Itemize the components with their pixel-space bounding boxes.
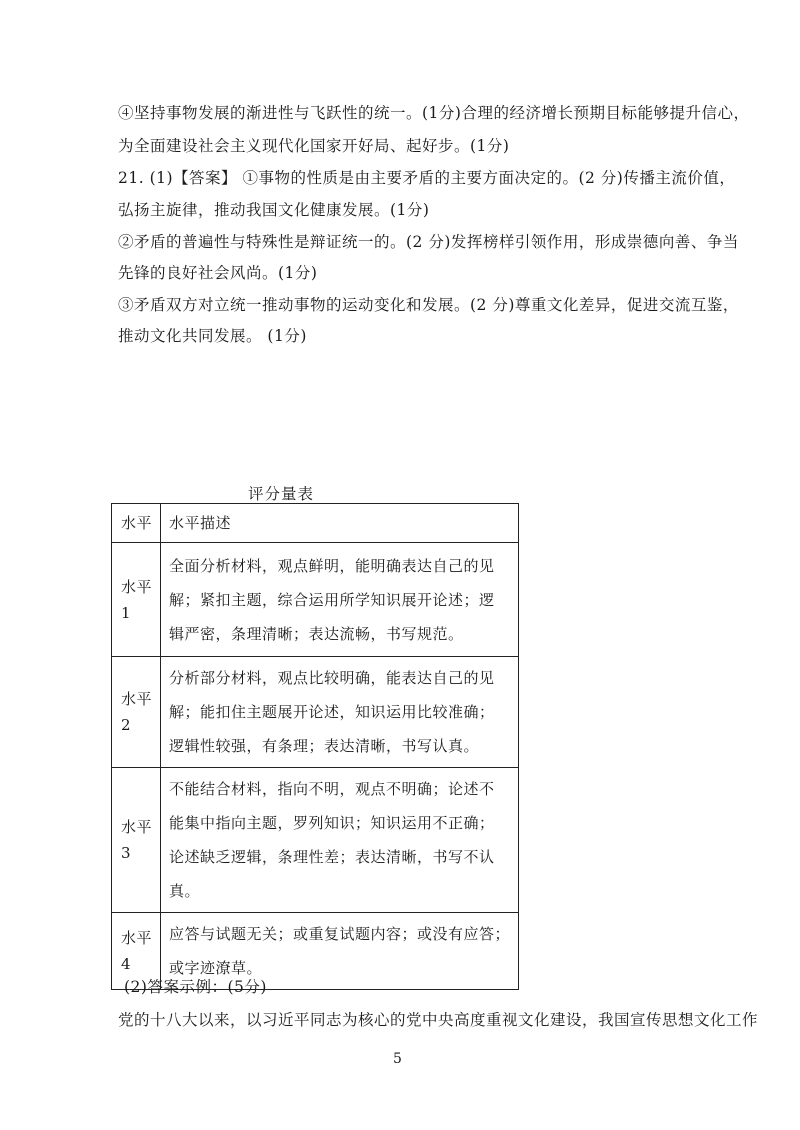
rubric-level-cell: [112, 543, 161, 657]
rubric-header-row: [112, 504, 519, 543]
rubric-desc-line: 不能结合材料，指向不明，观点不明确；论述不: [169, 780, 495, 798]
rubric-level-number: 2: [121, 716, 132, 734]
rubric-row: [112, 543, 519, 657]
rubric-level-number: 4: [121, 955, 132, 973]
rubric-level-number: 1: [121, 603, 132, 622]
rubric-description-cell: [161, 543, 519, 657]
rubric-header-description: 水平描述: [161, 504, 519, 543]
rubric-desc-line: 应答与试题无关；或重复试题内容；或没有应答；: [169, 925, 511, 943]
rubric-desc-line: 辑严密，条理清晰；表达流畅，书写规范。: [169, 624, 464, 643]
answer-line-3: 21. (1)【答案】 ①事物的性质是由主要矛盾的主要方面决定的。(2 分)传播主流价值，: [118, 169, 736, 187]
rubric-desc-line: 全面分析材料，观点鲜明，能明确表达自己的见: [169, 556, 495, 575]
rubric-row: [112, 657, 519, 768]
page-number: 5: [393, 1051, 402, 1067]
rubric-level-label: 水平: [121, 818, 153, 836]
rubric-row: [112, 768, 519, 913]
rubric-desc-line: 分析部分材料，观点比较明确，能表达自己的见: [169, 669, 495, 687]
rubric-desc-line: 解；紧扣主题，综合运用所学知识展开论述；逻: [169, 590, 495, 609]
answer-line-2: 为全面建设社会主义现代化国家开好局、起好步。(1分): [118, 137, 510, 155]
answer-line-5: ②矛盾的普遍性与特殊性是辩证统一的。(2 分)发挥榜样引领作用，形成崇德向善、争当: [118, 233, 739, 251]
rubric-description-cell: [161, 768, 519, 913]
rubric-level-cell: [112, 657, 161, 768]
answer-line-6: 先锋的良好社会风尚。(1分): [118, 264, 318, 282]
rubric-caption: 评分量表: [248, 485, 315, 503]
rubric-table: [111, 503, 519, 990]
rubric-desc-line: 能集中指向主题，罗列知识；知识运用不正确；: [169, 814, 495, 832]
answer-line-8: 推动文化共同发展。 (1分): [118, 327, 307, 345]
rubric-desc-line: 解；能扣住主题展开论述，知识运用比较准确；: [169, 703, 495, 721]
rubric-level-label: 水平: [121, 690, 153, 708]
rubric-level-number: 3: [121, 844, 132, 862]
rubric-desc-line: 逻辑性较强，有条理；表达清晰，书写认真。: [169, 737, 480, 755]
rubric-description-cell: [161, 657, 519, 768]
rubric-level-cell: [112, 768, 161, 913]
rubric-level-label: 水平: [121, 577, 153, 596]
rubric-desc-line: 论述缺乏逻辑，条理性差；表达清晰，书写不认: [169, 848, 495, 866]
rubric-level-label: 水平: [121, 929, 153, 947]
sub-answer-text: 党的十八大以来，以习近平同志为核心的党中央高度重视文化建设，我国宣传思想文化工作: [118, 1011, 759, 1029]
answer-line-1: ④坚持事物发展的渐进性与飞跃性的统一。(1分)合理的经济增长预期目标能够提升信心，: [118, 104, 750, 122]
rubric-desc-line: 真。: [169, 882, 201, 900]
rubric-desc-line: 或字迹潦草。: [169, 959, 263, 977]
rubric-header-level: 水平: [112, 504, 161, 543]
answer-line-7: ③矛盾双方对立统一推动事物的运动变化和发展。(2 分)尊重文化差异，促进交流互鉴，: [118, 296, 739, 314]
answer-line-4: 弘扬主旋律，推动我国文化健康发展。(1分): [118, 201, 430, 219]
sub-answer-heading: (2)答案示例：(5分): [124, 978, 267, 996]
